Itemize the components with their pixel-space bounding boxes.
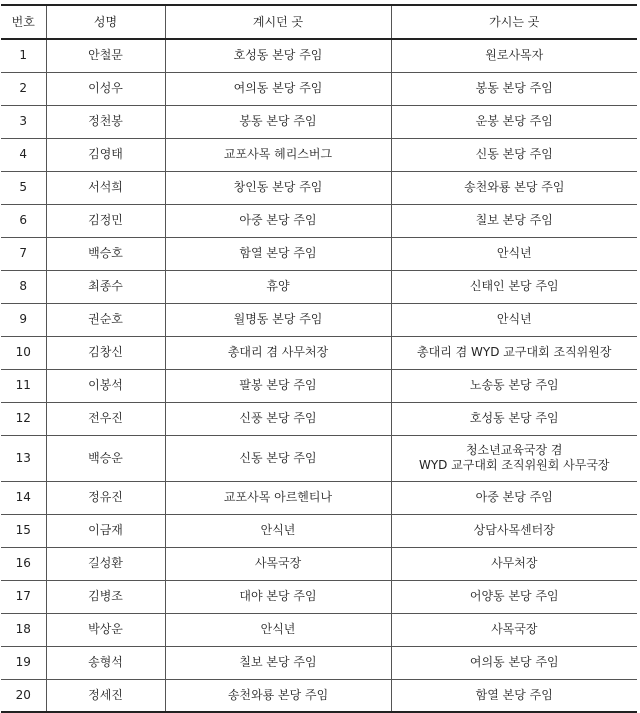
personnel-table [1, 4, 637, 713]
header-number: 번호 [1, 5, 46, 39]
table-row [1, 580, 637, 613]
row-new-post: 칠보 본당 주임 [391, 204, 637, 237]
row-previous-post: 총대리 겸 사무처장 [165, 336, 391, 369]
table-row [1, 72, 637, 105]
row-number: 11 [1, 369, 46, 402]
table-row [1, 138, 637, 171]
row-new-post: 송천와룡 본당 주임 [391, 171, 637, 204]
row-previous-post: 안식년 [165, 613, 391, 646]
row-new-post: 봉동 본당 주임 [391, 72, 637, 105]
table-row [1, 171, 637, 204]
table-row [1, 39, 637, 72]
row-name: 정세진 [46, 679, 165, 712]
row-new-post: 신동 본당 주임 [391, 138, 637, 171]
row-name: 이금재 [46, 514, 165, 547]
row-name: 김병조 [46, 580, 165, 613]
row-new-post: 어양동 본당 주임 [391, 580, 637, 613]
row-number: 19 [1, 646, 46, 679]
row-name: 백승운 [46, 435, 165, 481]
row-number: 13 [1, 435, 46, 481]
row-number: 10 [1, 336, 46, 369]
row-previous-post: 칠보 본당 주임 [165, 646, 391, 679]
row-name: 정천봉 [46, 105, 165, 138]
row-number: 2 [1, 72, 46, 105]
row-name: 정유진 [46, 481, 165, 514]
row-new-post: 호성동 본당 주임 [391, 402, 637, 435]
row-name: 전우진 [46, 402, 165, 435]
row-previous-post: 신풍 본당 주임 [165, 402, 391, 435]
row-new-post: 안식년 [391, 303, 637, 336]
row-name: 안철문 [46, 39, 165, 72]
row-number: 5 [1, 171, 46, 204]
row-name: 김영태 [46, 138, 165, 171]
row-name: 길성환 [46, 547, 165, 580]
row-previous-post: 아중 본당 주임 [165, 204, 391, 237]
header-name: 성명 [46, 5, 165, 39]
header-new-post: 가시는 곳 [391, 5, 637, 39]
table-row [1, 237, 637, 270]
row-number: 17 [1, 580, 46, 613]
header-previous-post: 계시던 곳 [165, 5, 391, 39]
table-row [1, 105, 637, 138]
table-row [1, 613, 637, 646]
row-new-post: 여의동 본당 주임 [391, 646, 637, 679]
row-previous-post: 신동 본당 주임 [165, 435, 391, 481]
row-previous-post: 호성동 본당 주임 [165, 39, 391, 72]
row-name: 백승호 [46, 237, 165, 270]
row-number: 18 [1, 613, 46, 646]
row-new-post: 신태인 본당 주임 [391, 270, 637, 303]
row-name: 권순호 [46, 303, 165, 336]
table-row [1, 204, 637, 237]
row-previous-post: 여의동 본당 주임 [165, 72, 391, 105]
row-previous-post: 교포사목 아르헨티나 [165, 481, 391, 514]
row-new-post: 원로사목자 [391, 39, 637, 72]
row-new-post: 사목국장 [391, 613, 637, 646]
row-number: 16 [1, 547, 46, 580]
row-new-post-line: WYD 교구대회 조직위원회 사무국장 [418, 458, 610, 472]
row-name: 이성우 [46, 72, 165, 105]
table-row [1, 547, 637, 580]
row-new-post: 아중 본당 주임 [391, 481, 637, 514]
row-previous-post: 함열 본당 주임 [165, 237, 391, 270]
row-number: 9 [1, 303, 46, 336]
row-previous-post: 안식년 [165, 514, 391, 547]
table-row [1, 402, 637, 435]
table-row [1, 369, 637, 402]
table-row [1, 481, 637, 514]
row-new-post: 안식년 [391, 237, 637, 270]
row-name: 박상운 [46, 613, 165, 646]
row-name: 서석희 [46, 171, 165, 204]
row-new-post: 총대리 겸 WYD 교구대회 조직위원장 [391, 336, 637, 369]
row-number: 12 [1, 402, 46, 435]
row-new-post [391, 435, 637, 481]
table-row [1, 646, 637, 679]
row-previous-post: 교포사목 헤리스버그 [165, 138, 391, 171]
row-previous-post: 대야 본당 주임 [165, 580, 391, 613]
row-previous-post: 창인동 본당 주임 [165, 171, 391, 204]
table-row [1, 336, 637, 369]
table-row [1, 679, 637, 712]
row-previous-post: 팔봉 본당 주임 [165, 369, 391, 402]
table-row [1, 435, 637, 481]
table-row [1, 514, 637, 547]
row-name: 송형석 [46, 646, 165, 679]
row-number: 14 [1, 481, 46, 514]
row-name: 최종수 [46, 270, 165, 303]
table-row [1, 270, 637, 303]
row-previous-post: 봉동 본당 주임 [165, 105, 391, 138]
row-previous-post: 송천와룡 본당 주임 [165, 679, 391, 712]
row-new-post-line: 청소년교육국장 겸 [465, 443, 563, 457]
table-header-row [1, 5, 637, 39]
personnel-table-container [0, 4, 640, 713]
row-number: 4 [1, 138, 46, 171]
row-new-post: 사무처장 [391, 547, 637, 580]
row-number: 6 [1, 204, 46, 237]
row-new-post: 운봉 본당 주임 [391, 105, 637, 138]
row-name: 이봉석 [46, 369, 165, 402]
row-number: 1 [1, 39, 46, 72]
row-new-post: 함열 본당 주임 [391, 679, 637, 712]
row-number: 20 [1, 679, 46, 712]
row-previous-post: 휴양 [165, 270, 391, 303]
row-number: 15 [1, 514, 46, 547]
row-new-post: 노송동 본당 주임 [391, 369, 637, 402]
row-number: 7 [1, 237, 46, 270]
row-previous-post: 사목국장 [165, 547, 391, 580]
table-body [1, 39, 637, 712]
row-previous-post: 월명동 본당 주임 [165, 303, 391, 336]
row-name: 김창신 [46, 336, 165, 369]
row-number: 8 [1, 270, 46, 303]
row-number: 3 [1, 105, 46, 138]
table-row [1, 303, 637, 336]
row-name: 김정민 [46, 204, 165, 237]
row-new-post: 상담사목센터장 [391, 514, 637, 547]
